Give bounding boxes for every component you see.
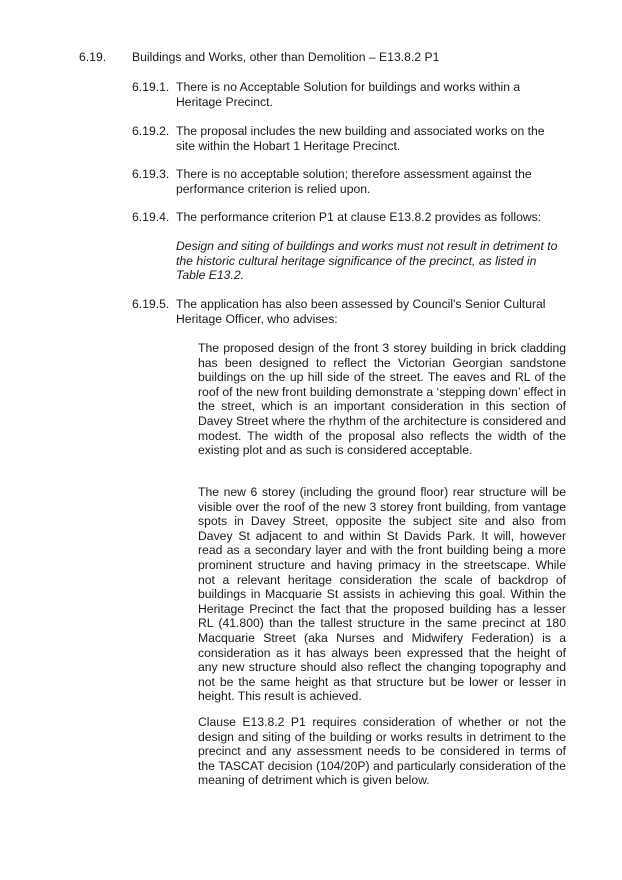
section-title: Buildings and Works, other than Demolition – E13.8.2 P1: [132, 50, 440, 64]
criterion-quote: Design and siting of buildings and works must not result in detriment to the historic cultural heritage significance of the precinct, as listed in Table E13.2.: [176, 239, 558, 283]
advice-paragraph-1: The proposed design of the front 3 storey building in brick cladding has been designed to reflect the Victorian Georgian sandstone buildings on the up hill side of the street. The eaves and RL of the roof of the new front building demonstrate a ‘stepping down’ effect in the street, which is an important consideration in this section of Davey Street where the rhythm of the architecture is considered and modest. The width of the proposal also reflects the width of the existing plot and as such is considered acceptable.: [198, 341, 566, 458]
item-text-2: The proposal includes the new building and associated works on the site within the Hobart 1 Heritage Precinct.: [176, 124, 545, 153]
item-number-4: 6.19.4.: [132, 210, 170, 224]
section-number: 6.19.: [79, 50, 107, 64]
item-number-5: 6.19.5.: [132, 297, 170, 311]
advice-paragraph-2: The new 6 storey (including the ground floor) rear structure will be visible over the roof of the new 3 storey front building, from vantage spots in Davey Street, opposite the subject site and also from Davey St adjacent to and within St Davids Park. It will, however read as a secondary layer and with the front building being a more prominent structure and having primacy in the streetscape. While not a relevant heritage consideration the scale of backdrop of buildings in Macquarie St assists in achieving this goal. Within the Heritage Precinct the fact that the proposed building has a lesser RL (41.800) than the tallest structure in the same precinct at 180 Macquarie Street (aka Nurses and Midwifery Federation) is a consideration as it has always been expressed that the height of any new structure should also reflect the changing topography and not be the same height as that structure but be lower or lesser in height. This result is achieved.: [198, 485, 566, 704]
item-number-3: 6.19.3.: [132, 167, 170, 181]
item-text-3: There is no acceptable solution; therefore assessment against the performance criterion is relied upon.: [176, 167, 532, 196]
item-text-1: There is no Acceptable Solution for buildings and works within a Heritage Precinct.: [176, 80, 521, 109]
item-number-1: 6.19.1.: [132, 80, 170, 94]
advice-paragraph-3: Clause E13.8.2 P1 requires consideration of whether or not the design and siting of the building or works results in detriment to the precinct and any assessment needs to be considered in terms of the TASCAT decision (104/20P) and particularly consideration of the meaning of detriment which is given below.: [198, 715, 566, 788]
item-text-5: The application has also been assessed by Council's Senior Cultural Heritage Officer, who advises:: [176, 297, 546, 326]
item-number-2: 6.19.2.: [132, 124, 170, 138]
item-text-4: The performance criterion P1 at clause E13.8.2 provides as follows:: [176, 210, 542, 224]
